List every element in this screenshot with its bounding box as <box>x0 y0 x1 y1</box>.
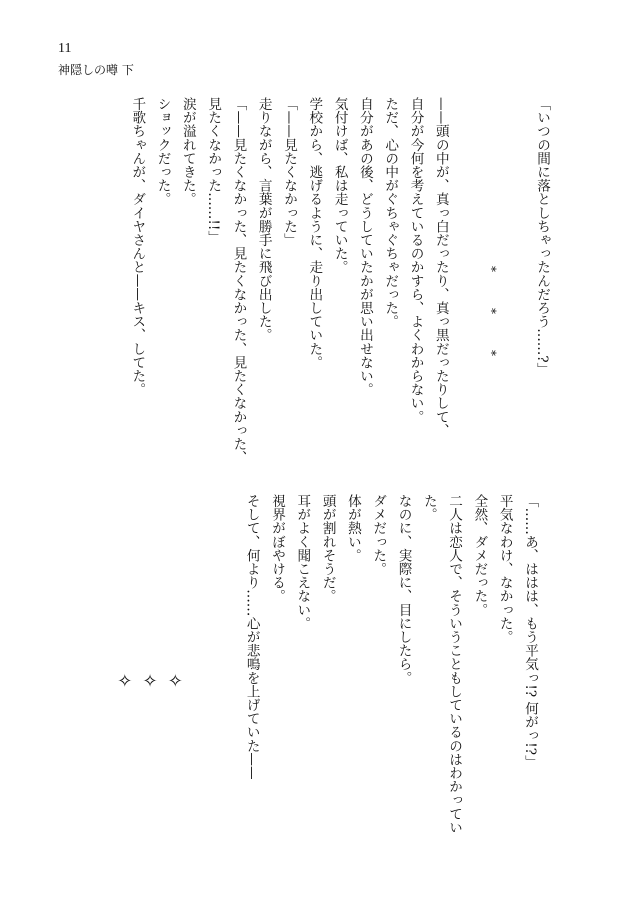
separator-mark: * <box>484 308 499 314</box>
text-line: 「いつの間に落としちゃったんだろう……?」 <box>534 97 550 377</box>
running-title: 神隠しの噂 下 <box>58 63 134 77</box>
text-line: た。 <box>420 494 437 522</box>
line-gap <box>213 494 238 824</box>
text-line: 「——見たくなかった、見たくなかった、見たくなかった、 <box>230 97 247 465</box>
text-line: そして、何より……心が悲鳴を上げていた—— <box>243 494 260 780</box>
sparkle-icon: ✧ <box>139 670 161 692</box>
sparkle-icon: ✧ <box>114 670 136 692</box>
sparkle-icon: ✧ <box>164 670 186 692</box>
text-line: 自分が今何を考えているのかすら、よくわからない。 <box>407 97 424 424</box>
text-line: 「——見たくなかった」 <box>281 97 298 247</box>
text-line: ——頭の中が、真っ白だったり、真っ黒だったりして、 <box>432 97 449 437</box>
text-line: なのに、実際に、目にしたら。 <box>395 494 412 685</box>
text-line: 視界がぼやける。 <box>269 494 286 603</box>
lower-text-block <box>114 494 542 834</box>
page-header <box>58 40 134 78</box>
text-line: 耳がよく聞こえない。 <box>294 494 311 630</box>
text-line: 二人は恋人で、そういうこともしているのはわかってい <box>446 494 463 834</box>
text-line: ただ、心の中がぐちゃぐちゃだった。 <box>382 97 399 329</box>
scene-separator-sparkles <box>112 494 188 824</box>
separator-mark: * <box>484 266 499 272</box>
text-line: ダメだった。 <box>370 494 387 576</box>
text-line: 自分があの後、どうしていたかが思い出せない。 <box>356 97 373 397</box>
scene-separator-asterisks <box>478 97 503 467</box>
page-number: 11 <box>58 41 72 56</box>
text-line: 走りながら、言葉が勝手に飛び出した。 <box>255 97 272 342</box>
text-line: 気付けば、私は走っていた。 <box>331 97 348 274</box>
text-line: 体が熱い。 <box>344 494 361 562</box>
upper-text-block <box>60 97 554 467</box>
text-line: 全然、ダメだった。 <box>471 494 488 617</box>
line-gap <box>188 494 213 824</box>
text-line: 平気なわけ、なかった。 <box>496 494 513 644</box>
line-gap <box>503 97 528 467</box>
text-line: 「……あ、ははは、もう平気っ!? 何がっ!?」 <box>522 494 538 769</box>
text-line: 涙が溢れてきた。 <box>179 97 196 206</box>
text-line: 見たくなかった……!!」 <box>205 97 222 244</box>
separator-mark: * <box>484 350 499 356</box>
text-line: 頭が割れそうだ。 <box>319 494 336 603</box>
line-gap <box>453 97 478 467</box>
text-line: 千歌ちゃんが、ダイヤさんと——キス、してた。 <box>129 97 146 397</box>
text-line: 学校から、逃げるように、走り出していた。 <box>306 97 323 369</box>
text-line: ショックだった。 <box>154 97 171 206</box>
